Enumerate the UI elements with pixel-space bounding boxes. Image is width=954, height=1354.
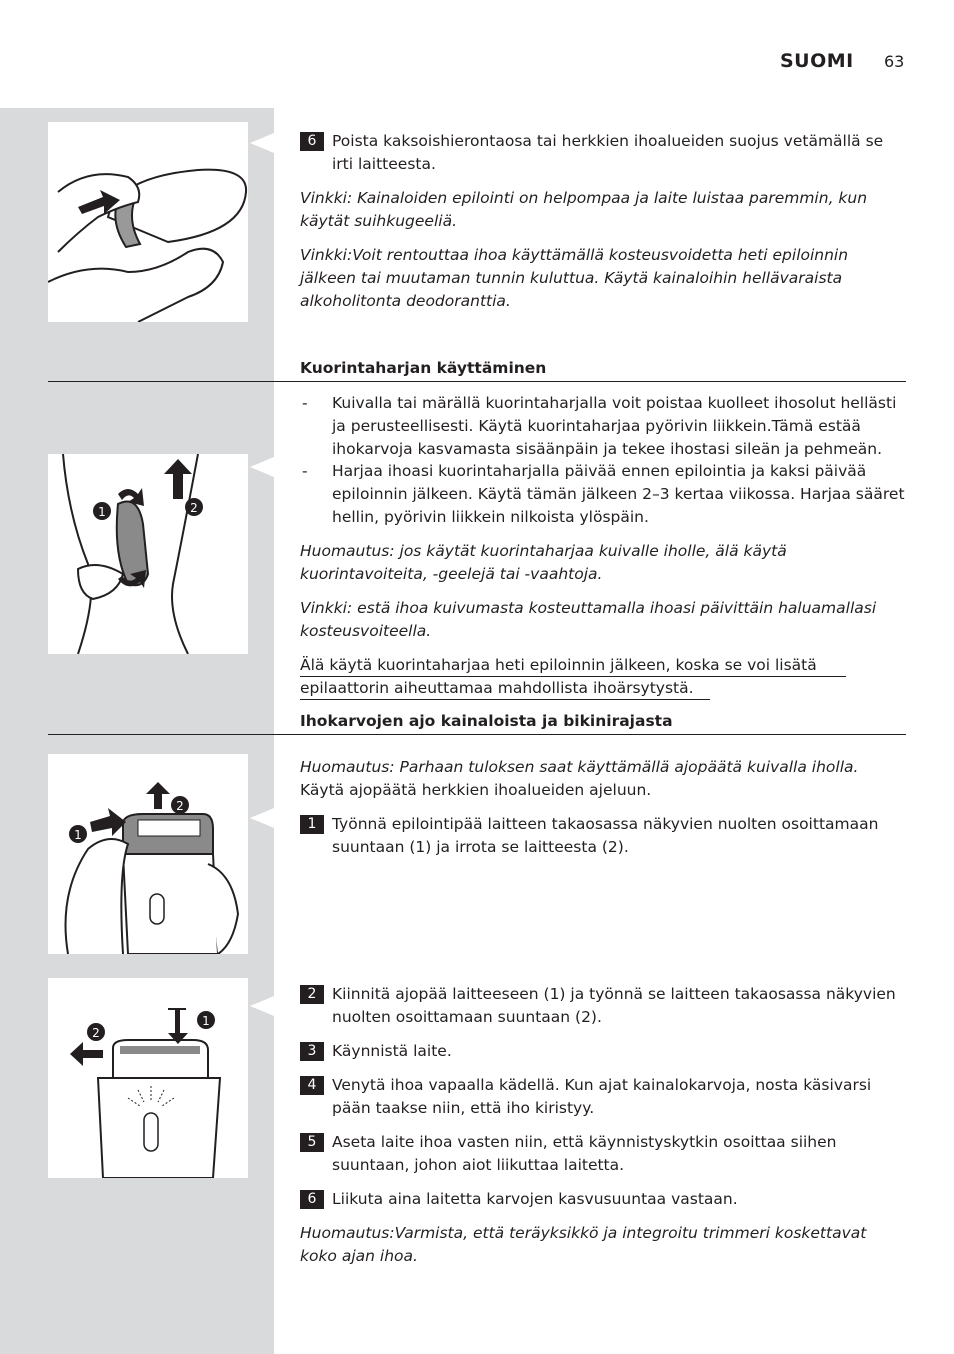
leg-exfoliation-brush-icon (48, 454, 248, 654)
step-number: 2 (300, 985, 324, 1004)
figure-badge: 1 (98, 505, 106, 519)
step-number: 6 (300, 132, 324, 151)
shaving-step-4 (300, 1074, 906, 1120)
figure-badge: 1 (74, 828, 82, 842)
shaving-note-plain: Käytä ajopäätä herkkien ihoalueiden ajeluun. (300, 781, 652, 799)
step-text: Liikuta aina laitetta karvojen kasvusuuntaa vastaan. (332, 1190, 738, 1208)
step-number: 4 (300, 1076, 324, 1095)
step-number: 1 (300, 815, 324, 834)
illustration-attach-shaver (48, 978, 248, 1178)
step-text: Poista kaksoishierontaosa tai herkkien ihoalueiden suojus vetämällä se irti laitteesta. (332, 132, 884, 173)
sidebar-pointer (250, 808, 274, 828)
tip-moisturizer: Vinkki:Voit rentouttaa ihoa käyttämällä kosteusvoidetta heti epiloinnin jälkeen tai muutaman tunnin kuluttua. Käytä kainaloihin hellävaraista alkoholitonta deodoranttia. (300, 246, 849, 310)
exfoliation-bullet-2: - Harjaa ihoasi kuorintaharjalla päivää ennen epilointia ja kaksi päivää epiloinnin jälkeen. Käytä tämän jälkeen 2–3 kertaa viikossa. Harjaa sääret hellin, pyörivin liikkein nilkoista ylöspäin. (300, 460, 906, 529)
exfoliation-warning-line-2: epilaattorin aiheuttamaa mahdollista ihoärsytystä. (300, 679, 694, 697)
section-divider (48, 734, 906, 735)
figure-badge: 1 (202, 1014, 210, 1028)
hand-pulling-cap-icon (48, 122, 248, 322)
exfoliation-heading: Kuorintaharjan käyttäminen (300, 359, 547, 377)
shaving-step-6 (300, 1188, 906, 1211)
illustration-remove-cap (48, 122, 248, 322)
tip-shower-gel: Vinkki: Kainaloiden epilointi on helpompaa ja laite luistaa paremmin, kun käytät suihkugeeliä. (300, 189, 868, 230)
hand-removing-epilating-head-icon (48, 754, 248, 954)
illustration-exfoliation (48, 454, 248, 654)
shaving-final-note: Huomautus:Varmista, että teräyksikkö ja integroitu trimmeri koskettavat koko ajan ihoa. (300, 1224, 867, 1265)
step-6-remove-attachment (300, 130, 906, 176)
step-number: 6 (300, 1190, 324, 1209)
sidebar-pointer (250, 996, 274, 1016)
section-divider (48, 381, 906, 382)
shaving-step-5 (300, 1131, 906, 1177)
illustration-remove-head (48, 754, 248, 954)
shaving-step-2 (300, 983, 906, 1029)
shaving-step-1 (300, 813, 906, 859)
shaving-step-3 (300, 1040, 906, 1063)
warning-underline (300, 699, 710, 700)
step-number: 3 (300, 1042, 324, 1061)
sidebar-pointer (250, 457, 274, 477)
shaving-head-attach-icon (48, 978, 248, 1178)
exfoliation-warning-line-1: Älä käytä kuorintaharjaa heti epiloinnin jälkeen, koska se voi lisätä (300, 656, 817, 674)
step-text: Kiinnitä ajopää laitteeseen (1) ja työnnä se laitteen takaosassa näkyvien nuolten osoittamaan suuntaan (2). (332, 985, 896, 1026)
step-text: Venytä ihoa vapaalla kädellä. Kun ajat kainalokarvoja, nosta käsivarsi pään taakse niin, että iho kiristyy. (332, 1076, 872, 1117)
shaving-note-italic: Huomautus: Parhaan tuloksen saat käyttämällä ajopäätä kuivalla iholla. (300, 758, 859, 776)
step-number: 5 (300, 1133, 324, 1152)
step-text: Työnnä epilointipää laitteen takaosassa näkyvien nuolten osoittamaan suuntaan (1) ja irrota se laitteesta (2). (332, 815, 879, 856)
exfoliation-tip: Vinkki: estä ihoa kuivumasta kosteuttamalla ihoasi päivittäin haluamallasi kosteusvoiteella. (300, 599, 877, 640)
exfoliation-bullet-1: - Kuivalla tai märällä kuorintaharjalla voit poistaa kuolleet ihosolut hellästi ja perusteellisesti. Käytä kuorintaharjaa pyörivin liikkein.Tämä estää ihokarvoja kasvamasta sisäänpäin ja tekee ihostasi sileän ja pehmeän. (300, 392, 906, 461)
page-number: 63 (884, 52, 905, 71)
figure-badge: 2 (190, 501, 198, 515)
figure-badge: 2 (92, 1026, 100, 1040)
exfoliation-note: Huomautus: jos käytät kuorintaharjaa kuivalle iholle, älä käytä kuorintavoiteita, -geelejä tai -vaahtoja. (300, 542, 787, 583)
step-text: Aseta laite ihoa vasten niin, että käynnistyskytkin osoittaa siihen suuntaan, johon aiot liikuttaa laitetta. (332, 1133, 837, 1174)
step-text: Käynnistä laite. (332, 1042, 452, 1060)
figure-badge: 2 (176, 799, 184, 813)
shaving-heading: Ihokarvojen ajo kainaloista ja bikinirajasta (300, 712, 673, 730)
sidebar-pointer (250, 133, 274, 153)
language-label: SUOMI (780, 50, 854, 72)
